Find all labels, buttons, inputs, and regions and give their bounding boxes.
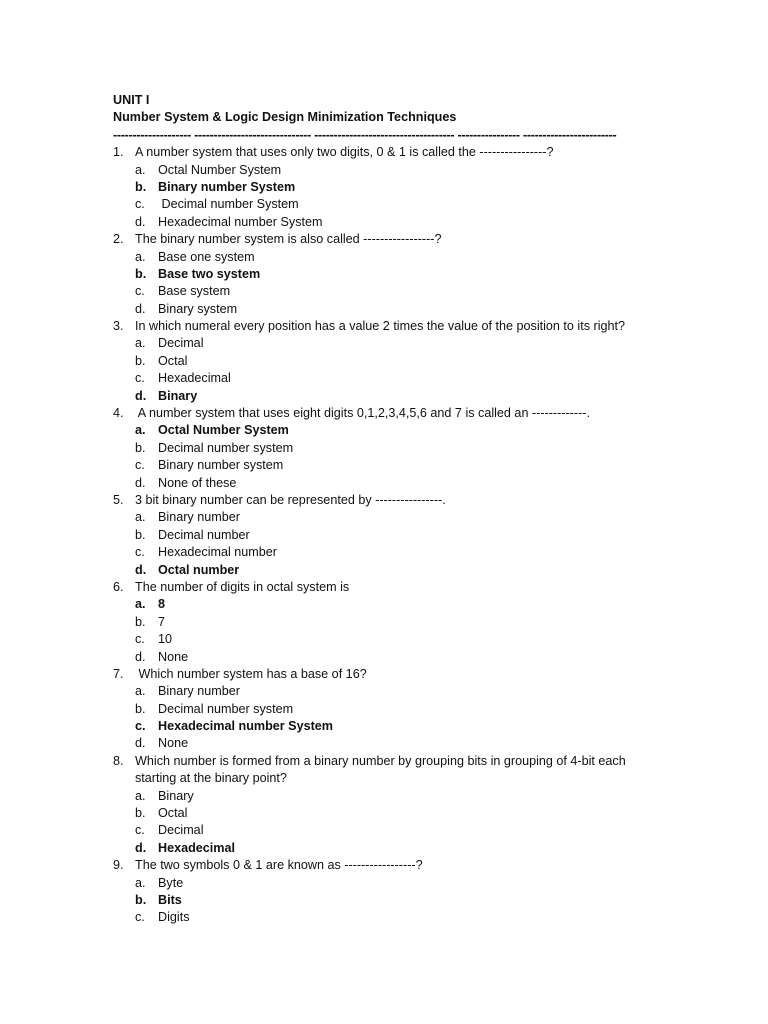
question-text-continued: starting at the binary point?	[135, 771, 287, 786]
question-text: Which number system has a base of 16?	[135, 666, 367, 681]
option-letter: d.	[135, 475, 146, 490]
question-9	[113, 857, 713, 874]
unit-heading: UNIT I	[113, 93, 150, 107]
option-letter: a.	[135, 336, 146, 351]
answer-option	[113, 353, 713, 370]
option-letter: c.	[135, 284, 145, 299]
question-text: The two symbols 0 & 1 are known as -----------------?	[135, 858, 423, 873]
option-text: Binary number system	[158, 458, 284, 473]
option-text: Decimal	[158, 823, 204, 838]
answer-option	[113, 701, 713, 718]
option-text: Binary system	[158, 301, 238, 316]
question-text: The binary number system is also called -----------------?	[135, 232, 442, 247]
question-text: In which numeral every position has a value 2 times the value of the position to its right?	[135, 319, 626, 334]
answer-option	[113, 162, 713, 179]
option-letter: c.	[135, 632, 145, 647]
question-text: A number system that uses only two digits, 0 & 1 is called the ----------------?	[135, 145, 554, 160]
question-2	[113, 231, 713, 248]
answer-option	[113, 335, 713, 352]
answer-option	[113, 544, 713, 561]
question-number: 8.	[113, 753, 124, 768]
option-letter: b.	[135, 614, 146, 629]
option-text: None	[158, 649, 189, 664]
answer-option-correct	[113, 388, 713, 405]
answer-option-correct	[113, 892, 713, 909]
option-letter: c.	[135, 371, 145, 386]
question-number: 7.	[113, 666, 124, 681]
option-text: Octal	[158, 353, 188, 368]
option-text: Digits	[158, 910, 190, 925]
unit-title: Number System & Logic Design Minimization Techniques	[113, 110, 457, 125]
answer-option	[113, 249, 713, 266]
option-letter: a.	[135, 249, 146, 264]
answer-option	[113, 370, 713, 387]
answer-option	[113, 909, 713, 926]
option-text: Decimal number	[158, 527, 250, 542]
option-letter: a.	[135, 162, 146, 177]
option-text: Base two system	[158, 266, 261, 281]
option-text: Hexadecimal number System	[158, 214, 323, 229]
document-body	[113, 92, 713, 927]
question-5	[113, 492, 713, 509]
option-letter: a.	[135, 788, 146, 803]
option-letter: b.	[135, 266, 147, 281]
answer-option	[113, 196, 713, 213]
answer-option	[113, 214, 713, 231]
answer-option-correct	[113, 840, 713, 857]
question-7	[113, 666, 713, 683]
answer-option	[113, 805, 713, 822]
option-letter: d.	[135, 214, 146, 229]
question-number: 4.	[113, 406, 124, 421]
question-number: 3.	[113, 319, 124, 334]
option-letter: d.	[135, 388, 147, 403]
option-letter: a.	[135, 875, 146, 890]
option-text: Hexadecimal number System	[158, 719, 333, 734]
option-letter: b.	[135, 527, 146, 542]
question-number: 6.	[113, 579, 124, 594]
option-text: Decimal	[158, 336, 204, 351]
question-4	[113, 405, 713, 422]
option-letter: a.	[135, 684, 146, 699]
question-1	[113, 144, 713, 161]
answer-option	[113, 614, 713, 631]
option-text: Base system	[158, 284, 231, 299]
option-letter: c.	[135, 197, 145, 212]
answer-option	[113, 283, 713, 300]
option-text: Decimal number System	[158, 197, 299, 212]
option-text: 10	[158, 632, 173, 647]
option-text: Decimal number system	[158, 440, 294, 455]
option-letter: a.	[135, 423, 146, 438]
answer-option	[113, 788, 713, 805]
option-text: Hexadecimal number	[158, 545, 277, 560]
option-text: Octal Number System	[158, 423, 289, 438]
option-text: Byte	[158, 875, 184, 890]
answer-option-correct	[113, 596, 713, 613]
answer-option	[113, 649, 713, 666]
question-3	[113, 318, 713, 335]
option-text: Binary number	[158, 684, 240, 699]
option-text: Binary	[158, 388, 198, 403]
answer-option	[113, 527, 713, 544]
answer-option-correct	[113, 718, 713, 735]
question-text: A number system that uses eight digits 0,1,2,3,4,5,6 and 7 is called an -------------.	[135, 406, 590, 421]
question-text: The number of digits in octal system is	[135, 579, 350, 594]
answer-option	[113, 509, 713, 526]
option-text: Octal	[158, 806, 188, 821]
option-text: Octal Number System	[158, 162, 282, 177]
option-letter: c.	[135, 458, 145, 473]
answer-option	[113, 475, 713, 492]
answer-option	[113, 875, 713, 892]
option-letter: b.	[135, 892, 147, 907]
option-letter: b.	[135, 440, 146, 455]
option-letter: c.	[135, 910, 145, 925]
question-text: 3 bit binary number can be represented by ----------------.	[135, 492, 446, 507]
option-text: Base one system	[158, 249, 255, 264]
answer-option	[113, 735, 713, 752]
answer-option-correct	[113, 179, 713, 196]
option-letter: b.	[135, 353, 146, 368]
question-number: 1.	[113, 145, 124, 160]
question-8	[113, 753, 713, 770]
option-text: Binary number System	[158, 179, 296, 194]
option-letter: d.	[135, 301, 146, 316]
separator-rule: -------------------- ------------------------------ ------------------------------------ ---------------- ------------------------	[113, 127, 617, 142]
option-letter: a.	[135, 597, 146, 612]
option-text: 7	[158, 614, 166, 629]
option-text: Binary	[158, 788, 194, 803]
option-letter: d.	[135, 649, 146, 664]
option-letter: a.	[135, 510, 146, 525]
option-letter: d.	[135, 736, 146, 751]
option-letter: b.	[135, 701, 146, 716]
answer-option	[113, 440, 713, 457]
option-letter: b.	[135, 806, 146, 821]
answer-option	[113, 457, 713, 474]
question-number: 5.	[113, 492, 124, 507]
option-text: Hexadecimal	[158, 840, 236, 855]
question-number: 2.	[113, 232, 124, 247]
question-list	[113, 144, 713, 927]
option-text: 8	[158, 597, 166, 612]
answer-option	[113, 631, 713, 648]
question-number: 9.	[113, 858, 124, 873]
option-text: None of these	[158, 475, 237, 490]
option-letter: c.	[135, 719, 146, 734]
answer-option	[113, 683, 713, 700]
option-letter: d.	[135, 562, 147, 577]
option-text: Binary number	[158, 510, 240, 525]
option-text: Octal number	[158, 562, 240, 577]
option-text: None	[158, 736, 189, 751]
answer-option-correct	[113, 266, 713, 283]
answer-option	[113, 301, 713, 318]
option-letter: c.	[135, 545, 145, 560]
option-letter: c.	[135, 823, 145, 838]
option-letter: d.	[135, 840, 147, 855]
question-6	[113, 579, 713, 596]
question-text: Which number is formed from a binary number by grouping bits in grouping of 4-bit each	[135, 753, 626, 768]
answer-option-correct	[113, 422, 713, 439]
option-text: Hexadecimal	[158, 371, 231, 386]
option-text: Bits	[158, 892, 182, 907]
option-text: Decimal number system	[158, 701, 294, 716]
answer-option	[113, 822, 713, 839]
option-letter: b.	[135, 179, 147, 194]
answer-option-correct	[113, 562, 713, 579]
